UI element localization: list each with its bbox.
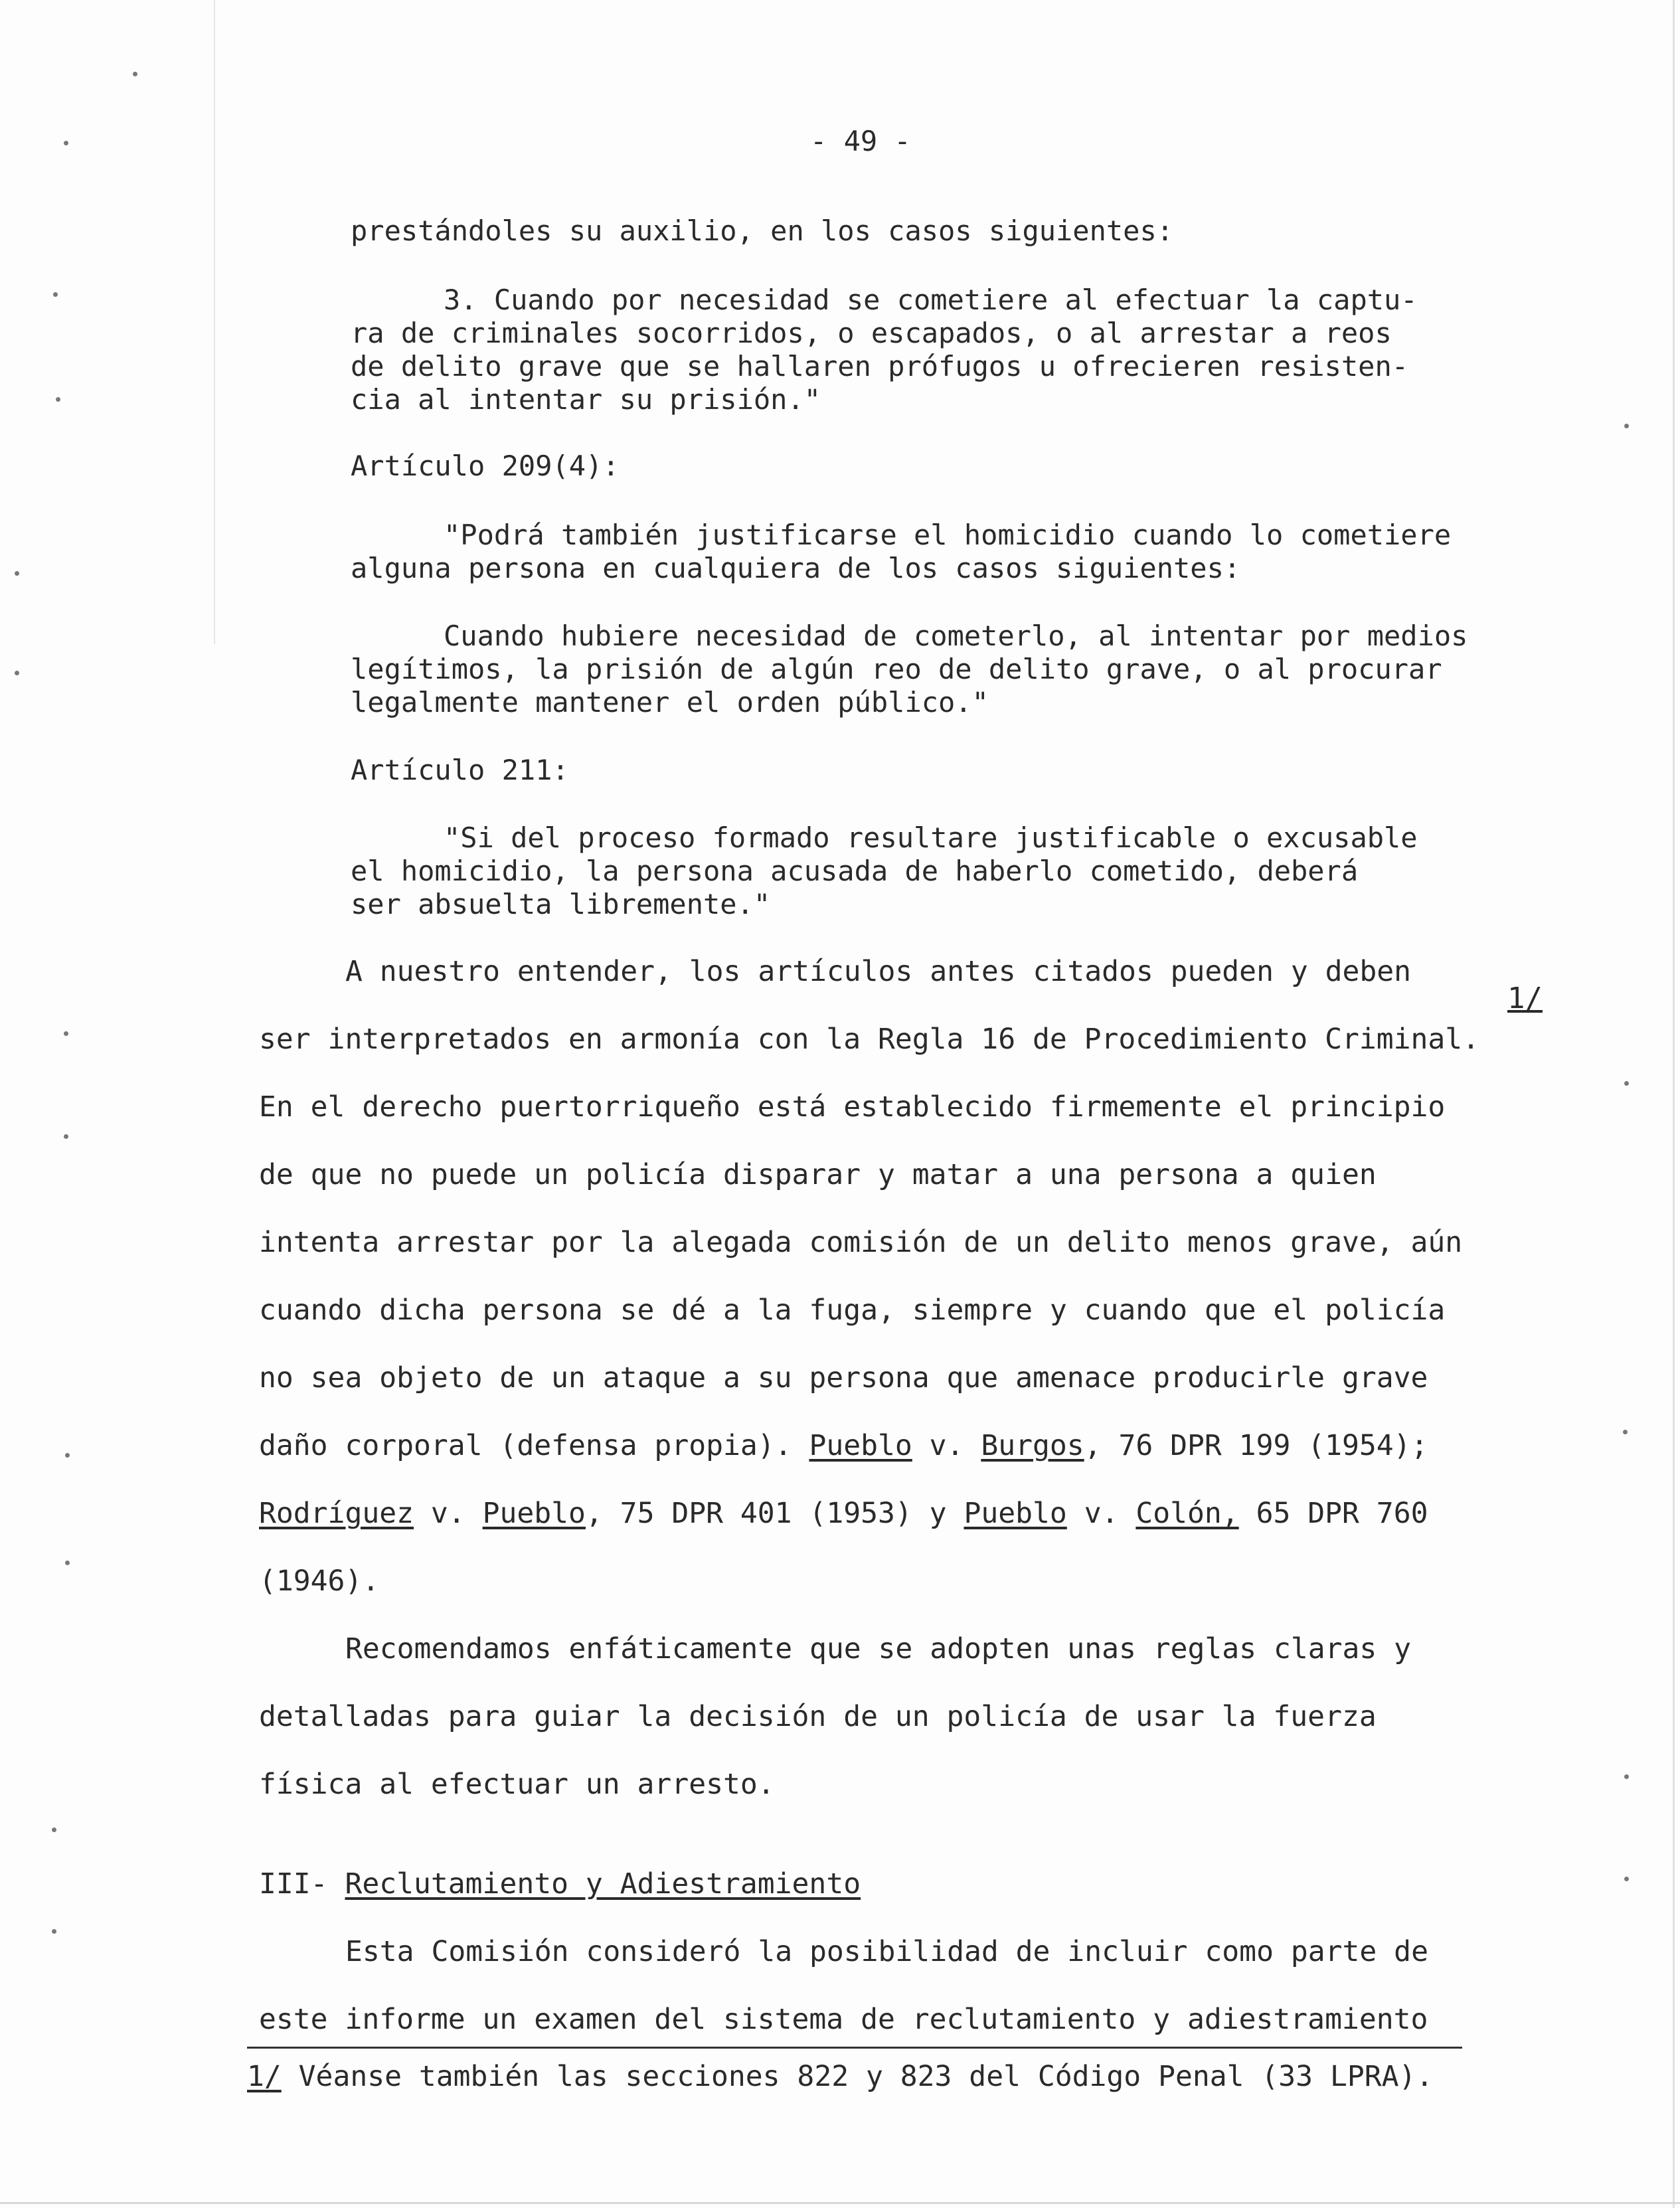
text-line: Recomendamos enfáticamente que se adopten unas reglas claras y [345,1632,1412,1665]
section-title: Reclutamiento y Adiestramiento [345,1867,861,1901]
text-line: (1946). [259,1565,380,1598]
citation-line [259,1429,1428,1462]
section-number: III- [259,1867,328,1901]
scan-speck [1624,1877,1629,1881]
case-name: Colón, [1135,1497,1239,1530]
text-line: Esta Comisión consideró la posibilidad de incluir como parte de [345,1935,1428,1968]
scan-shadow-edge [214,0,215,644]
text-line: el homicidio, la persona acusada de haberlo cometido, deberá [351,855,1359,887]
text-line: ser interpretados en armonía con la Regla 16 de Procedimiento Criminal. [259,1023,1480,1056]
text-segment: , 75 DPR 401 (1953) y [585,1497,947,1530]
text-segment: daño corporal (defensa propia). [259,1429,792,1462]
text-line: ser absuelta libremente." [351,888,771,920]
page-number: - 49 - [810,125,911,157]
scan-speck [64,1134,68,1139]
text-line: 3. Cuando por necesidad se cometiere al efectuar la captu- [444,284,1418,316]
text-line: "Podrá también justificarse el homicidio cuando lo cometiere [444,519,1452,551]
text-line: de que no puede un policía disparar y matar a una persona a quien [259,1158,1377,1191]
text-line: intenta arrestar por la alegada comisión de un delito menos grave, aún [259,1226,1463,1259]
text-line: prestándoles su auxilio, en los casos siguientes: [351,214,1174,247]
text-segment: v. [1084,1497,1119,1530]
case-name: Pueblo [809,1429,912,1462]
text-line: cuando dicha persona se dé a la fuga, siempre y cuando que el policía [259,1294,1446,1327]
case-name: Pueblo [482,1497,586,1530]
text-line: de delito grave que se hallaren prófugos u ofrecieren resisten- [351,350,1409,382]
scan-speck [56,397,60,402]
text-line: "Si del proceso formado resultare justificable o excusable [444,821,1418,854]
section-heading [259,1867,861,1901]
text-line: Cuando hubiere necesidad de cometerlo, al intentar por medios [444,620,1468,652]
text-line: En el derecho puertorriqueño está establecido firmemente el principio [259,1090,1446,1124]
text-segment: , 76 DPR 199 (1954); [1084,1429,1428,1462]
text-line: legítimos, la prisión de algún reo de delito grave, o al procurar [351,653,1442,685]
scan-speck [1624,1081,1629,1086]
text-line: no sea objeto de un ataque a su persona que amenace producirle grave [259,1361,1428,1395]
text-line: detalladas para guiar la decisión de un policía de usar la fuerza [259,1700,1377,1733]
text-line: ra de criminales socorridos, o escapados, o al arrestar a reos [351,317,1392,349]
scan-speck [64,141,68,145]
case-name: Pueblo [964,1497,1067,1530]
case-name: Rodríguez [259,1497,414,1530]
scan-speck [65,1453,70,1458]
scan-speck [1624,424,1629,428]
footnote [247,2060,1433,2093]
footnote-text: Véanse también las secciones 822 y 823 del Código Penal (33 LPRA). [298,2060,1434,2093]
scan-speck [15,671,19,675]
footnote-reference: 1/ [1507,981,1543,1015]
scan-bottom-edge [0,2202,1680,2204]
scan-speck [1624,1774,1629,1779]
scan-speck [15,571,19,576]
text-line: A nuestro entender, los artículos antes citados pueden y deben [345,955,1412,988]
article-heading: Artículo 209(4): [351,450,620,482]
text-line: alguna persona en cualquiera de los casos siguientes: [351,552,1241,584]
text-line: física al efectuar un arresto. [259,1768,775,1801]
scan-speck [52,1827,56,1832]
text-segment: 65 DPR 760 [1256,1497,1428,1530]
scan-speck [52,1929,56,1934]
case-name: Burgos [981,1429,1084,1462]
citation-line [259,1497,1428,1530]
article-heading: Artículo 211: [351,754,569,786]
scan-speck [1623,1430,1628,1434]
text-line: legalmente mantener el orden público." [351,686,989,719]
scan-speck [53,292,58,297]
footnote-marker: 1/ [247,2060,282,2093]
scan-speck [133,72,137,76]
text-segment: v. [929,1429,964,1462]
text-line: cia al intentar su prisión." [351,383,821,416]
footnote-divider [247,2047,1462,2049]
scan-right-edge [1673,0,1675,2208]
scan-speck [64,1031,68,1036]
text-segment: v. [430,1497,465,1530]
scan-speck [65,1561,70,1565]
text-line: este informe un examen del sistema de reclutamiento y adiestramiento [259,2003,1428,2036]
